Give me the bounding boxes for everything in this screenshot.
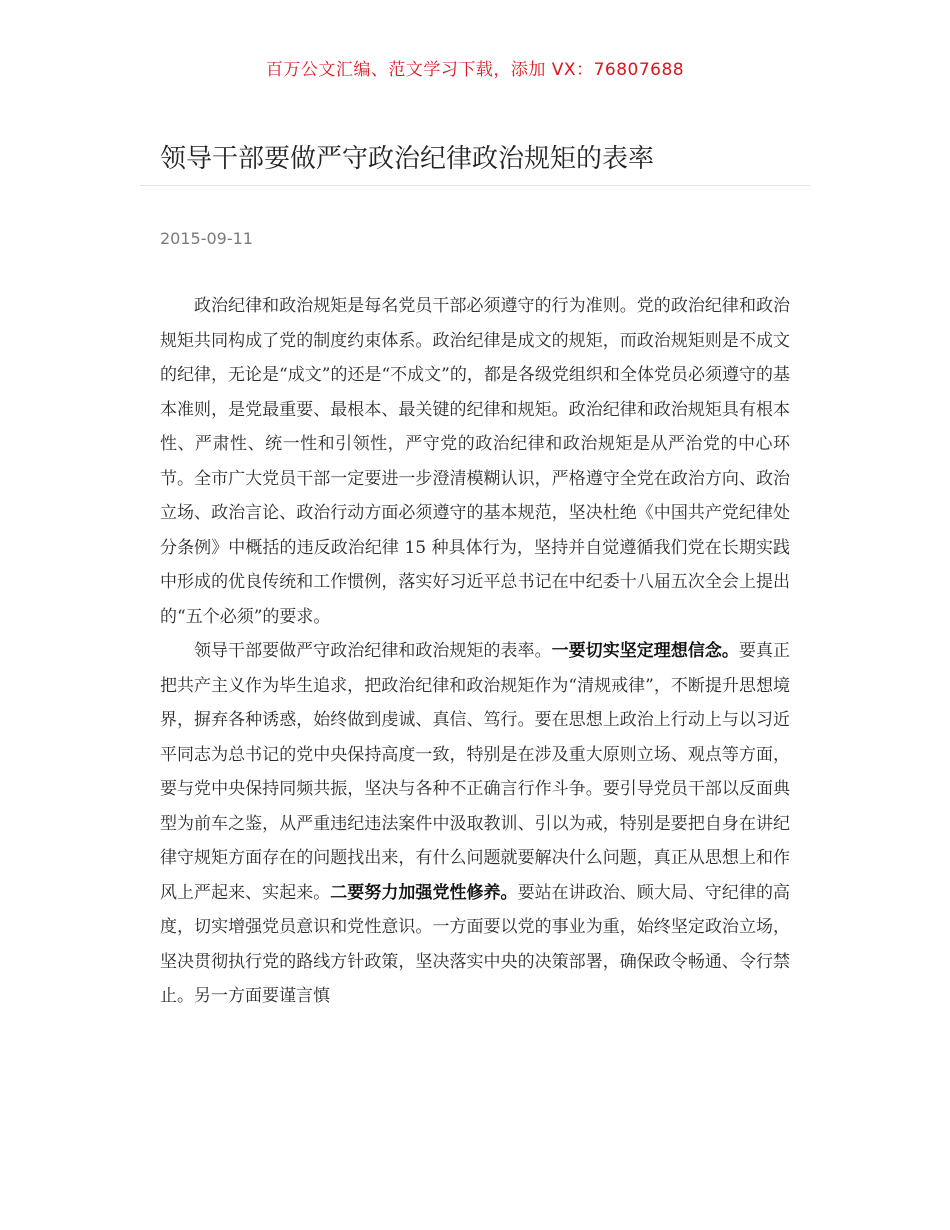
article-title: 领导干部要做严守政治纪律政治规矩的表率 xyxy=(160,144,655,174)
section-heading-1: 一要切实坚定理想信念。 xyxy=(551,641,739,661)
title-divider xyxy=(140,185,810,186)
paragraph-1: 政治纪律和政治规矩是每名党员干部必须遵守的行为准则。党的政治纪律和政治规矩共同构成了党的制度约束体系。政治纪律是成文的规矩，而政治规矩则是不成文的纪律，无论是“成文”的还是“不成文”的，都是各级党组织和全体党员必须遵守的基本准则，是党最重要、最根本、最关键的纪律和规矩。政治纪律和政治规矩具有根本性、严肃性、统一性和引领性，严守党的政治纪律和政治规矩是从严治党的中心环节。全市广大党员干部一定要进一步澄清模糊认识，严格遵守全党在政治方向、政治立场、政治言论、政治行动方面必须遵守的基本规范，坚决杜绝《中国共产党纪律处分条例》中概括的违反政治纪律 15 种具体行为，坚持并自觉遵循我们党在长期实践中形成的优良传统和工作惯例，落实好习近平总书记在中纪委十八届五次全会上提出的“五个必须”的要求。 xyxy=(160,296,790,627)
article-body xyxy=(160,289,790,1014)
paragraph-2 xyxy=(160,634,790,1014)
section-heading-2: 二要努力加强党性修养。 xyxy=(330,882,518,903)
section-text-1: 要真正把共产主义作为毕生追求，把政治纪律和政治规矩作为“清规戒律”，不断提升思想境界，摒弃各种诱惑，始终做到虔诚、真信、笃行。要在思想上政治上行动上与以习近平同志为总书记的党中央保持高度一致，特别是在涉及重大原则立场、观点等方面，要与党中央保持同频共振，坚决与各种不正确言行作斗争。要引导党员干部以反面典型为前车之鉴，从严重违纪违法案件中汲取教训、引以为戒，特别是要把自身在讲纪律守规矩方面存在的问题找出来，有什么问题就要解决什么问题，真正从思想上和作风上严起来、实起来。 xyxy=(160,641,791,903)
paragraph-2-intro: 领导干部要做严守政治纪律和政治规矩的表率。 xyxy=(194,641,552,661)
watermark-banner: 百万公文汇编、范文学习下载，添加 VX：76807688 xyxy=(265,60,685,80)
publish-date: 2015-09-11 xyxy=(160,229,253,248)
section-text-2: 要站在讲政治、顾大局、守纪律的高度，切实增强党员意识和党性意识。一方面要以党的事业为重，始终坚定政治立场，坚决贯彻执行党的路线方针政策，坚决落实中央的决策部署，确保政令畅通、令行禁止。另一方面要谨言慎 xyxy=(160,882,791,1006)
